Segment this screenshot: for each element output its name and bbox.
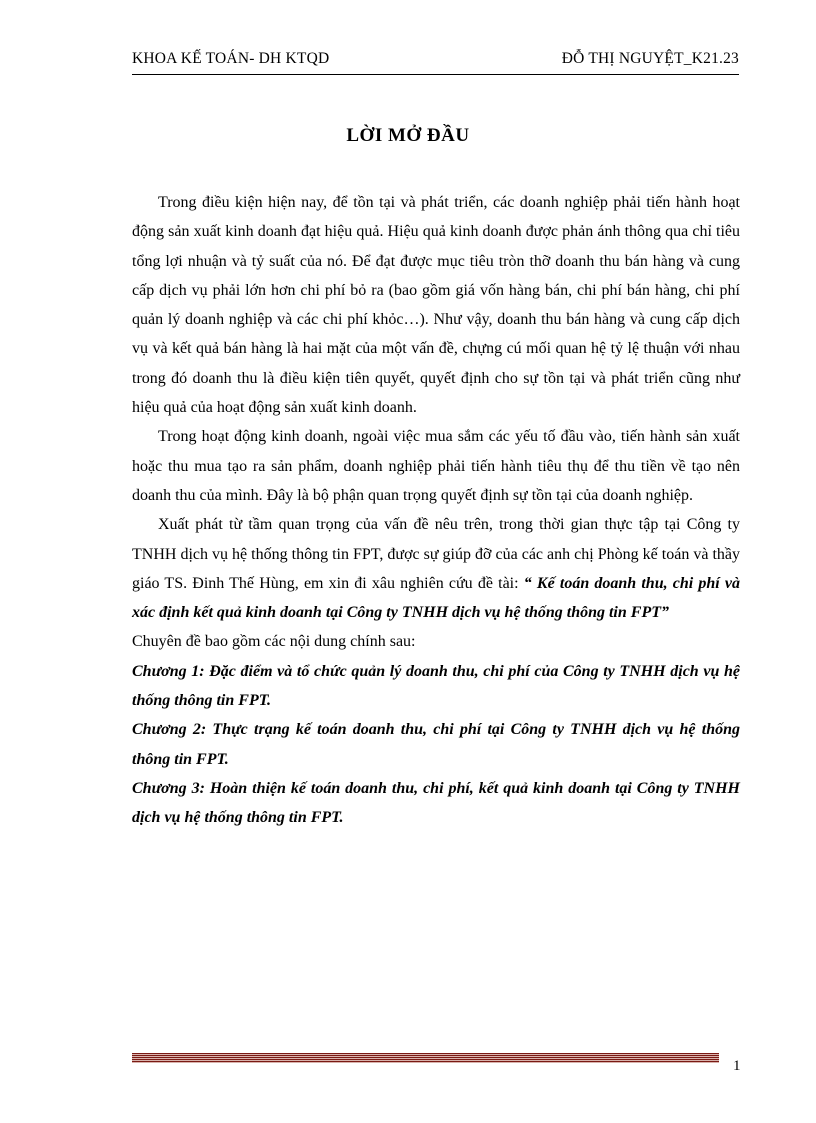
paragraph-3	[132, 510, 740, 627]
page-number: 1	[733, 1058, 741, 1074]
chapter-2: Chương 2: Thực trạng kế toán doanh thu, chi phí tại Công ty TNHH dịch vụ hệ thống thông tin FPT.	[132, 721, 740, 768]
paragraph-1: Trong điều kiện hiện nay, để tồn tại và phát triển, các doanh nghiệp phải tiến hành hoạt động sản xuất kinh doanh đạt hiệu quả. Hiệu quả kinh doanh được phản ánh thông qua chỉ tiêu tổng lợi nhuận và tỷ suất của nó. Để đạt được mục tiêu tròn thỡ doanh thu bán hàng và cung cấp dịch vụ phải lớn hơn chi phí bỏ ra (bao gồm giá vốn hàng bán, chi phí bán hàng, chi phí quản lý doanh nghiệp và các chi phí khỏc…). Như vậy, doanh thu bán hàng và cung cấp dịch vụ và kết quả bán hàng là hai mặt của một vấn đề, chựng cú mối quan hệ tỷ lệ thuận với nhau trong đó doanh thu là điều kiện tiên quyết, quyết định cho sự tồn tại và phát triển cũng như hiệu quả của hoạt động sản xuất kinh doanh.	[132, 194, 740, 417]
thesis-topic: “ Kế toán doanh thu, chi phí và xác định kết quả kinh doanh tại Công ty TNHH dịch vụ hệ thống thông tin FPT”	[132, 574, 741, 622]
page-title: LỜI MỞ ĐẦU	[346, 125, 470, 146]
contents-intro: Chuyên đề bao gồm các nội dung chính sau:	[132, 633, 416, 651]
paragraph-3-text: Xuất phát từ tầm quan trọng của vấn đề nêu trên, trong thời gian thực tập tại Công ty TNHH dịch vụ hệ thống thông tin FPT, được sự giúp đỡ của các anh chị Phòng kế toán và thầy giáo TS. Đinh Thế Hùng, em xin đi xâu nghiên cứu đề tài:	[132, 516, 740, 592]
header-rule	[132, 74, 739, 75]
footer-decorative-bar	[132, 1053, 719, 1063]
chapter-3: Chương 3: Hoàn thiện kế toán doanh thu, chi phí, kết quả kinh doanh tại Công ty TNHH dịch vụ hệ thống thông tin FPT.	[132, 779, 740, 827]
paragraph-2: Trong hoạt động kinh doanh, ngoài việc mua sắm các yếu tố đầu vào, tiến hành sản xuất hoặc thu mua tạo ra sản phẩm, doanh nghiệp phải tiến hành tiêu thụ để thu tiền về tạo nên doanh thu của mình. Đây là bộ phận quan trọng quyết định sự tồn tại của doanh nghiệp.	[132, 428, 740, 504]
document-body	[132, 188, 740, 833]
header-author: ĐỖ THỊ NGUYỆT_K21.23	[561, 50, 739, 67]
header-faculty: KHOA KẾ TOÁN- DH KTQD	[132, 50, 330, 67]
page-header	[132, 50, 739, 76]
chapter-1: Chương 1: Đặc điểm và tổ chức quản lý doanh thu, chi phí của Công ty TNHH dịch vụ hệ thống thông tin FPT.	[132, 662, 740, 710]
